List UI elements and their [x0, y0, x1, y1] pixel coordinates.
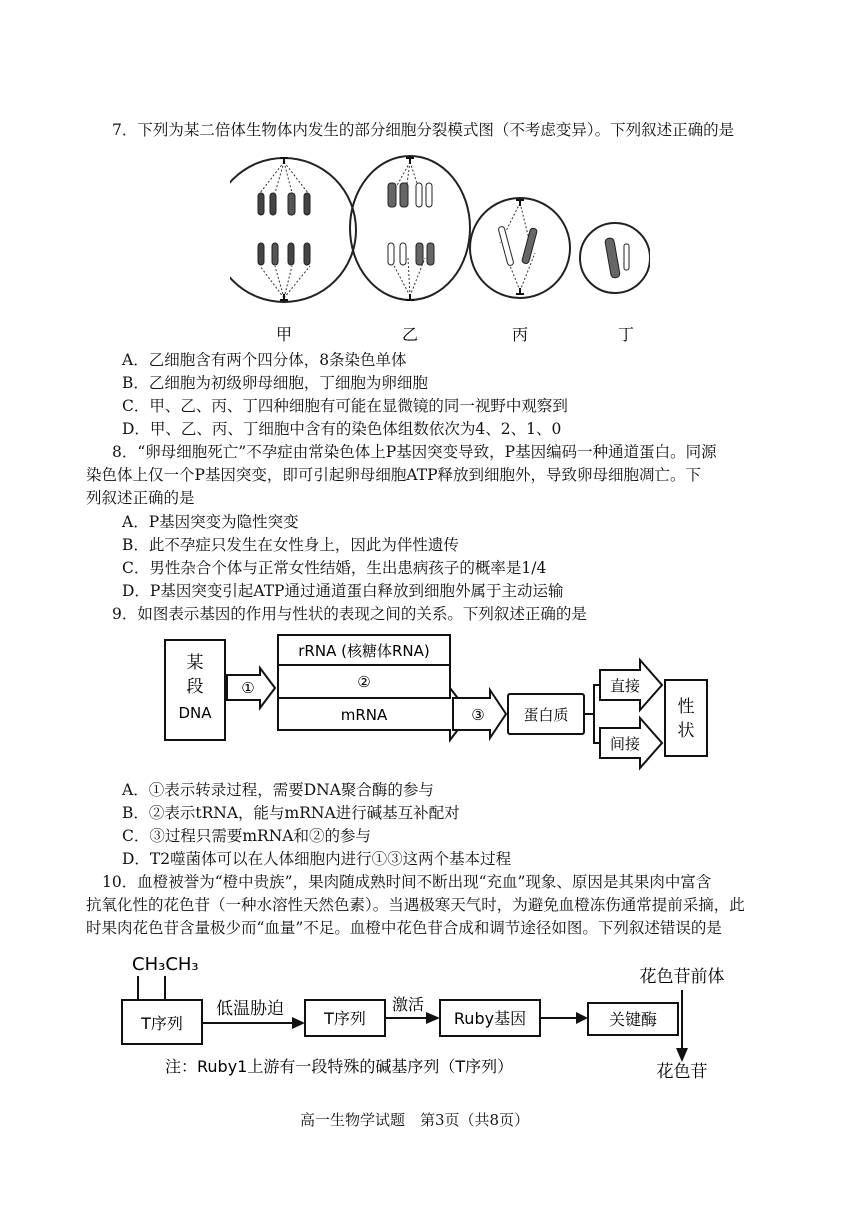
q10-line-2: 抗氧化性的花色苷（一种水溶性天然色素）。当遇极寒天气时，为避免血橙冻伤通常提前采摘，此	[86, 896, 745, 914]
trait-box	[665, 680, 707, 756]
t-seq-label-2: T序列	[324, 1009, 366, 1028]
dna-char-2: 段	[186, 677, 204, 697]
trait-char-1: 性	[677, 697, 695, 717]
q8-option-b: B．此不孕症只发生在女性身上，因此为伴性遗传	[122, 536, 459, 554]
gene-expression-diagram	[160, 630, 720, 780]
label-jia: 甲	[275, 325, 293, 344]
q7-stem: 7．下列为某二倍体生物体内发生的部分细胞分裂模式图（不考虑变异）。下列叙述正确的是	[112, 121, 735, 139]
dna-char-1: 某	[186, 653, 204, 673]
cell-division-figure	[230, 148, 650, 348]
arrow-1-label: ①	[241, 679, 255, 697]
mrna-label: mRNA	[340, 706, 388, 724]
q7-option-d: D．甲、乙、丙、丁细胞中含有的染色体组数依次为4、2、1、0	[122, 420, 562, 438]
label-bing: 丙	[511, 325, 529, 344]
dna-label: DNA	[178, 704, 212, 722]
product-label: 花色苷	[656, 1062, 708, 1080]
mid-label: ②	[357, 673, 371, 691]
q8-line-3: 列叙述正确的是	[86, 489, 195, 507]
q10-line-3: 时果肉花色苷含量极少而“血量”不足。血橙中花色苷合成和调节途径如图。下列叙述错误的是	[86, 919, 722, 937]
protein-label: 蛋白质	[523, 706, 569, 724]
q9-option-b: B．②表示tRNA，能与mRNA进行碱基互补配对	[122, 804, 460, 822]
cell-bing	[470, 198, 570, 298]
indirect-label: 间接	[609, 735, 641, 753]
q10-line-1: 10．血橙被誉为“橙中贵族”，果肉随成熟时间不断出现“充血”现象、原因是其果肉中富含	[102, 873, 712, 891]
q8-line-2: 染色体上仅一个P基因突变，即可引起卵母细胞ATP释放到细胞外，导致卵母细胞凋亡。下	[86, 466, 702, 484]
q7-option-a: A．乙细胞含有两个四分体，8条染色单体	[122, 351, 407, 369]
rrna-label: rRNA (核糖体RNA)	[298, 642, 430, 660]
cell-yi	[350, 156, 470, 300]
cell-jia	[230, 158, 356, 302]
t-seq-label-1: T序列	[141, 1014, 183, 1033]
label-yi: 乙	[401, 325, 419, 344]
trait-char-2: 状	[677, 721, 695, 741]
ch3-label: CH₃CH₃	[132, 954, 199, 975]
direct-label: 直接	[609, 677, 641, 695]
q9-option-c: C．③过程只需要mRNA和②的参与	[122, 827, 371, 845]
activate-label: 激活	[391, 995, 425, 1014]
q7-option-b: B．乙细胞为初级卵母细胞，丁细胞为卵细胞	[122, 374, 428, 392]
ruby-label: Ruby基因	[453, 1009, 527, 1028]
cold-stress-label: 低温胁迫	[216, 999, 284, 1019]
anthocyanin-pathway-diagram	[110, 940, 790, 1080]
q8-option-d: D．P基因突变引起ATP通过通道蛋白释放到细胞外属于主动运输	[122, 582, 564, 600]
q7-option-c: C．甲、乙、丙、丁四种细胞有可能在显微镜的同一视野中观察到	[122, 397, 568, 415]
diagram-note: 注：Ruby1上游有一段特殊的碱基序列（T序列）	[165, 1057, 514, 1076]
q8-option-c: C．男性杂合个体与正常女性结婚，生出患病孩子的概率是1/4	[122, 559, 547, 577]
enzyme-label: 关键酶	[608, 1010, 658, 1029]
q9-option-a: A．①表示转录过程，需要DNA聚合酶的参与	[122, 781, 434, 799]
page-footer: 高一生物学试题 第3页（共8页）	[300, 1111, 530, 1129]
q9-stem: 9．如图表示基因的作用与性状的表现之间的关系。下列叙述正确的是	[112, 605, 587, 623]
q8-line-1: 8．“卵母细胞死亡”不孕症由常染色体上P基因突变导致，P基因编码一种通道蛋白。同源	[112, 443, 717, 461]
q8-option-a: A．P基因突变为隐性突变	[122, 513, 299, 531]
q9-option-d: D．T2噬菌体可以在人体细胞内进行①③这两个基本过程	[122, 850, 512, 868]
label-ding: 丁	[617, 325, 635, 344]
arrow-3-label: ③	[471, 706, 485, 724]
precursor-label: 花色苷前体	[639, 967, 725, 987]
